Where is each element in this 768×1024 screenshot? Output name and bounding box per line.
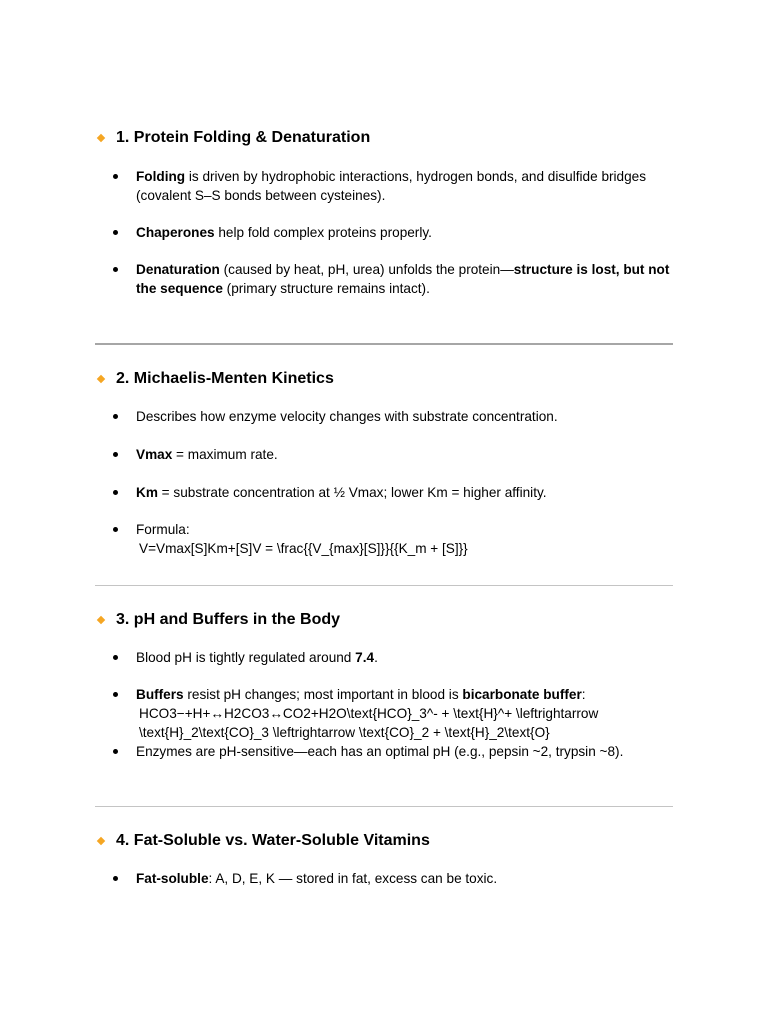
bold-term: Vmax bbox=[136, 447, 173, 462]
item-text: is driven by hydrophobic interactions, hydrogen bonds, and disulfide bridges (covalent S–S bonds between cysteines). bbox=[136, 169, 647, 203]
section-title: 4. Fat-Soluble vs. Water-Soluble Vitamins bbox=[116, 832, 430, 849]
item-text: (primary structure remains intact). bbox=[222, 281, 430, 296]
item-text: Formula: bbox=[136, 522, 190, 537]
item-text: Describes how enzyme velocity changes with substrate concentration. bbox=[136, 409, 558, 424]
bullet-dot-icon bbox=[113, 490, 118, 495]
bullet-dot-icon bbox=[113, 527, 118, 532]
section-divider bbox=[95, 806, 673, 807]
bullet-dot-icon bbox=[113, 230, 118, 235]
section-title: 2. Michaelis-Menten Kinetics bbox=[116, 370, 334, 387]
section-title: 1. Protein Folding & Denaturation bbox=[116, 129, 371, 146]
bold-term: Buffers bbox=[136, 687, 184, 702]
diamond-bullet-icon bbox=[97, 837, 105, 845]
list-item bbox=[113, 483, 693, 502]
bullet-dot-icon bbox=[113, 655, 118, 660]
bold-term: Fat-soluble bbox=[136, 871, 209, 886]
item-text: Blood pH is tightly regulated around bbox=[136, 650, 356, 665]
bullet-dot-icon bbox=[113, 876, 118, 881]
bold-phrase: bicarbonate buffer bbox=[462, 687, 582, 702]
item-text: resist pH changes; most important in blood is bbox=[183, 687, 463, 702]
list-item bbox=[113, 869, 693, 888]
bold-term: Denaturation bbox=[136, 262, 220, 277]
list-item bbox=[113, 223, 693, 242]
section-heading bbox=[95, 832, 430, 850]
section-heading bbox=[95, 129, 370, 147]
list-item bbox=[113, 407, 693, 426]
section-divider bbox=[95, 585, 673, 586]
bullet-dot-icon bbox=[113, 267, 118, 272]
item-text: . bbox=[374, 650, 378, 665]
bold-phrase: structure is lost, but not the sequence bbox=[136, 262, 670, 296]
list-item bbox=[113, 445, 693, 464]
list-item bbox=[113, 167, 693, 205]
bold-term: Chaperones bbox=[136, 225, 215, 240]
item-text: help fold complex proteins properly. bbox=[214, 225, 432, 240]
item-text: = maximum rate. bbox=[172, 447, 278, 462]
bold-value: 7.4 bbox=[355, 650, 375, 665]
diamond-bullet-icon bbox=[97, 616, 105, 624]
list-item bbox=[113, 742, 693, 761]
section-divider bbox=[95, 343, 673, 345]
section-title: 3. pH and Buffers in the Body bbox=[116, 611, 341, 628]
bullet-dot-icon bbox=[113, 749, 118, 754]
bold-term: Km bbox=[136, 485, 158, 500]
bullet-dot-icon bbox=[113, 692, 118, 697]
formula-text: V=Vmax[S]Km+[S]V = \frac{{V_{max}[S]}}{{K_m + [S]}} bbox=[139, 541, 468, 556]
section-heading bbox=[95, 611, 340, 629]
bullet-dot-icon bbox=[113, 452, 118, 457]
item-text: : A, D, E, K — stored in fat, excess can be toxic. bbox=[208, 871, 498, 886]
bold-term: Folding bbox=[136, 169, 186, 184]
section-heading bbox=[95, 370, 334, 388]
list-item bbox=[113, 648, 693, 667]
item-text: : bbox=[581, 687, 586, 702]
list-item bbox=[113, 685, 693, 742]
bullet-dot-icon bbox=[113, 174, 118, 179]
item-text: Enzymes are pH-sensitive—each has an optimal pH (e.g., pepsin ~2, trypsin ~8). bbox=[136, 744, 624, 759]
diamond-bullet-icon bbox=[97, 134, 105, 142]
bullet-dot-icon bbox=[113, 414, 118, 419]
formula-text: HCO3−+H+↔H2CO3↔CO2+H2O\text{HCO}_3^- + \text{H}^+ \leftrightarrow \text{H}_2\text{CO}_3 \leftrightarrow \text{CO}_2 + \text{H}_2\text{O} bbox=[139, 706, 599, 740]
item-text: (caused by heat, pH, urea) unfolds the protein— bbox=[219, 262, 514, 277]
list-item bbox=[113, 520, 693, 558]
diamond-bullet-icon bbox=[97, 375, 105, 383]
item-text: = substrate concentration at ½ Vmax; lower Km = higher affinity. bbox=[157, 485, 547, 500]
list-item bbox=[113, 260, 693, 298]
